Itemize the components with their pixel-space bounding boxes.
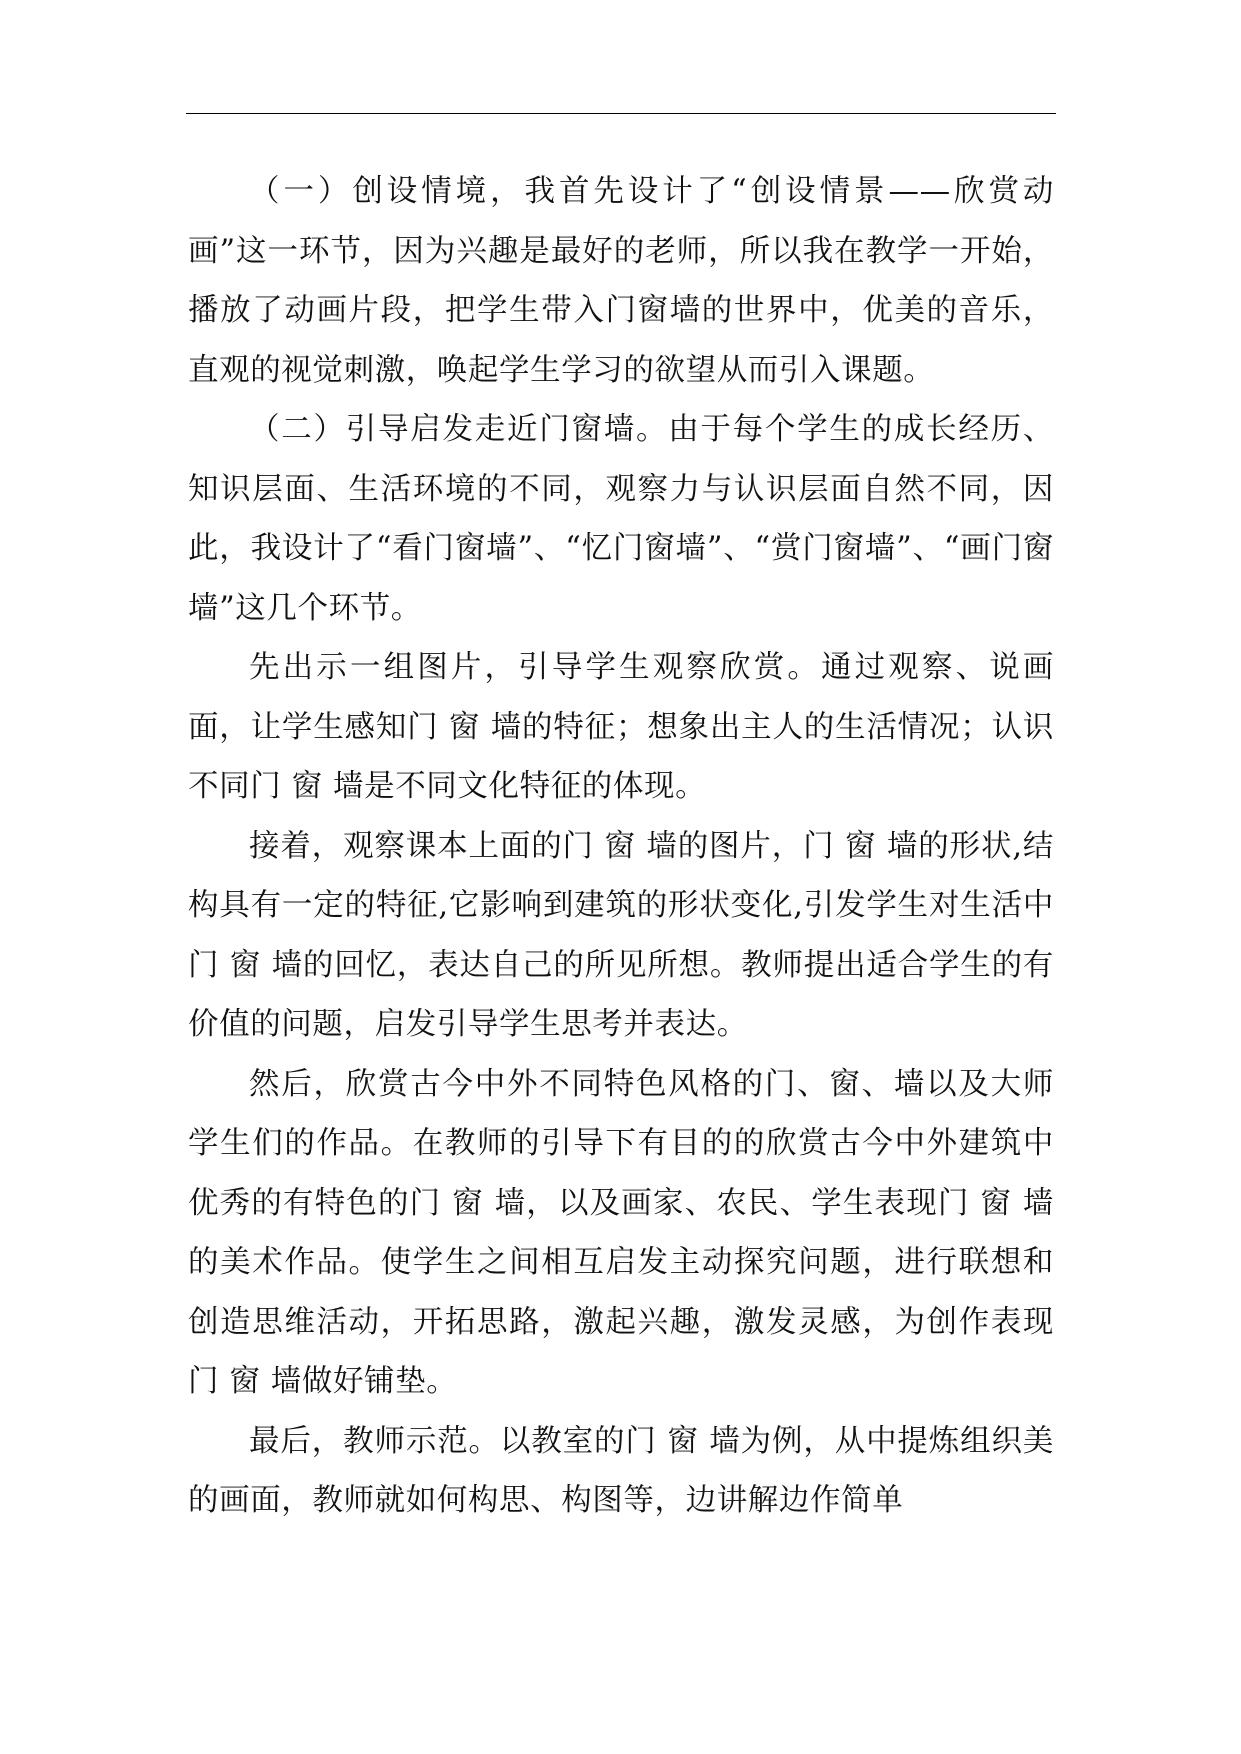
- paragraph-6: 最后，教师示范。以教室的门 窗 墙为例，从中提炼组织美的画面，教师就如何构思、构图等，边讲解边作简单: [188, 1423, 1054, 1518]
- paragraph-4: 接着，观察课本上面的门 窗 墙的图片，门 窗 墙的形状,结构具有一定的特征,它影响到建筑的形状变化,引发学生对生活中门 窗 墙的回忆，表达自己的所见所想。教师提出适合学生的有价值的问题，启发引导学生思考并表达。: [188, 828, 1054, 1042]
- paragraph-1: （一）创设情境，我首先设计了“创设情景——欣赏动画”这一环节，因为兴趣是最好的老师，所以我在教学一开始，播放了动画片段，把学生带入门窗墙的世界中，优美的音乐，直观的视觉刺激，唤起学生学习的欲望从而引入课题。: [188, 174, 1054, 388]
- body-text: [188, 162, 1054, 1531]
- paragraph-2: （二）引导启发走近门窗墙。由于每个学生的成长经历、知识层面、生活环境的不同，观察力与认识层面自然不同，因此，我设计了“看门窗墙”、“忆门窗墙”、“赏门窗墙”、“画门窗墙”这几个环节。: [188, 412, 1054, 626]
- paragraph-3: 先出示一组图片，引导学生观察欣赏。通过观察、说画面，让学生感知门 窗 墙的特征；想象出主人的生活情况；认识不同门 窗 墙是不同文化特征的体现。: [188, 650, 1054, 804]
- header-rule: [186, 113, 1056, 114]
- paragraph-5: 然后，欣赏古今中外不同特色风格的门、窗、墙以及大师学生们的作品。在教师的引导下有目的的欣赏古今中外建筑中优秀的有特色的门 窗 墙，以及画家、农民、学生表现门 窗 墙的美术作品。使学生之间相互启发主动探究问题，进行联想和创造思维活动，开拓思路，激起兴趣，激发灵感，为创作表现门 窗 墙做好铺垫。: [188, 1066, 1054, 1399]
